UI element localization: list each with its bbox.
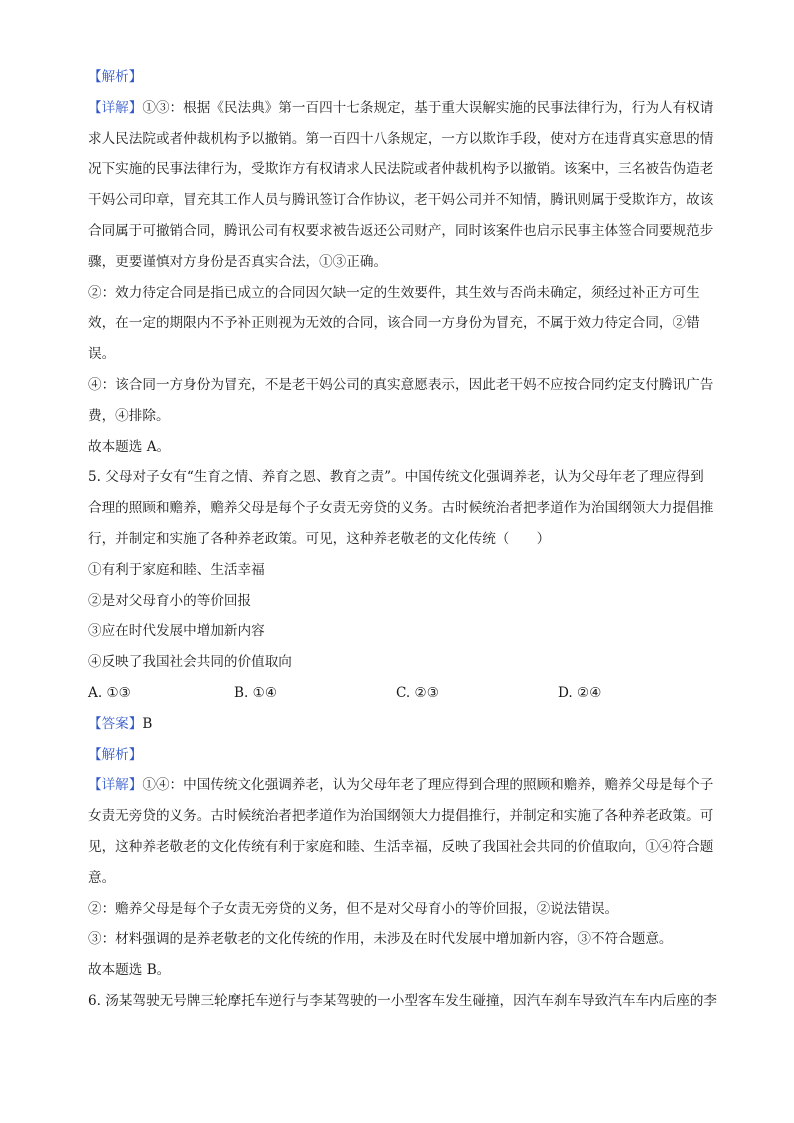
q5-detail bbox=[88, 770, 718, 893]
q4-note-2-line: 误。 bbox=[88, 346, 116, 363]
q5-note-3: ③：材料强调的是养老敬老的文化传统的作用，未涉及在时代发展中增加新内容，③不符合题意。 bbox=[88, 931, 673, 948]
q4-note-2-line: ②：效力待定合同是指已成立的合同因欠缺一定的生效要件，其生效与否尚未确定，须经过补正方可生 bbox=[88, 284, 700, 301]
q5-detail-line: 女责无旁贷的义务。古时候统治者把孝道作为治国纲领大力提倡推行，并制定和实施了各种养老政策。可 bbox=[88, 808, 714, 825]
q5-detail-line: 意。 bbox=[88, 869, 116, 886]
q4-detail-line: 况下实施的民事法律行为，受欺诈方有权请求人民法院或者仲裁机构予以撤销。该案中，三名被告伪造老 bbox=[88, 161, 714, 178]
q4-detail-line: 干妈公司印章，冒充其工作人员与腾讯签订合作协议，老干妈公司并不知情，腾讯则属于受欺诈方，故该 bbox=[88, 192, 714, 209]
q4-detail-line: 骤，更要谨慎对方身份是否真实合法，①③正确。 bbox=[88, 253, 388, 270]
q5-statement-1: ①有利于家庭和睦、生活幸福 bbox=[88, 561, 265, 578]
q4-note-2 bbox=[88, 278, 718, 370]
q5-stem-line: 5. 父母对子女有“生育之情、养育之恩、教育之责”。中国传统文化强调养老，认为父母年老了理应得到 bbox=[88, 469, 704, 486]
q5-answer bbox=[88, 709, 718, 740]
q4-analysis-heading: 【解析】 bbox=[88, 69, 143, 85]
q5-statement-2: ②是对父母育小的等价回报 bbox=[88, 592, 252, 609]
q4-detail bbox=[88, 93, 718, 278]
q6-stem-line: 6. 汤某驾驶无号牌三轮摩托车逆行与李某驾驶的一小型客车发生碰撞，因汽车刹车导致汽车车内后座的李 bbox=[88, 992, 718, 1009]
q4-detail-line: 求人民法院或者仲裁机构予以撤销。第一百四十八条规定，一方以欺诈手段，使对方在违背真实意思的情 bbox=[88, 130, 714, 147]
q4-note-4 bbox=[88, 370, 718, 432]
q4-note-2-line: 效，在一定的期限内不予补正则视为无效的合同，该合同一方身份为冒充，不属于效力待定合同，②错 bbox=[88, 315, 700, 332]
q5-detail-line: ①④：中国传统文化强调养老，认为父母年老了理应得到合理的照顾和赡养，赡养父母是每个子 bbox=[142, 777, 714, 794]
q4-note-4-line: ④：该合同一方身份为冒充，不是老干妈公司的真实意愿表示，因此老干妈不应按合同约定支付腾讯广告 bbox=[88, 376, 714, 393]
q4-detail-line: ①③：根据《民法典》第一百四十七条规定，基于重大误解实施的民事法律行为，行为人有权请 bbox=[142, 99, 714, 116]
q5-conclusion: 故本题选 B。 bbox=[88, 962, 171, 979]
q5-analysis-heading: 【解析】 bbox=[88, 746, 143, 763]
q5-stem-line: 合理的照顾和赡养，赡养父母是每个子女责无旁贷的义务。古时候统治者把孝道作为治国纲领大力提倡推 bbox=[88, 500, 714, 517]
q5-answer-value: B bbox=[142, 715, 153, 732]
q5-option-b: B. ①④ bbox=[234, 684, 278, 701]
q5-statement-3: ③应在时代发展中增加新内容 bbox=[88, 623, 265, 640]
q4-conclusion: 故本题选 A。 bbox=[88, 438, 171, 455]
q5-statement-4: ④反映了我国社会共同的价值取向 bbox=[88, 654, 292, 671]
q5-note-2: ②：赡养父母是每个子女责无旁贷的义务，但不是对父母育小的等价回报，②说法错误。 bbox=[88, 900, 619, 917]
q5-option-c: C. ②③ bbox=[396, 684, 439, 701]
q4-note-4-line: 费，④排除。 bbox=[88, 407, 170, 424]
q4-detail-label: 【详解】 bbox=[88, 99, 143, 116]
q5-answer-label: 【答案】 bbox=[88, 715, 143, 732]
q5-options bbox=[88, 678, 718, 709]
q5-stem bbox=[88, 462, 718, 554]
q4-detail-line: 合同属于可撤销合同，腾讯公司有权要求被告返还公司财产，同时该案件也启示民事主体签合同要规范步 bbox=[88, 222, 714, 239]
q5-detail-line: 见，这种养老敬老的文化传统有利于家庭和睦、生活幸福，反映了我国社会共同的价值取向，①④符合题 bbox=[88, 838, 714, 855]
document-page bbox=[88, 62, 718, 1017]
q5-option-d: D. ②④ bbox=[558, 684, 602, 701]
q5-option-a: A. ①③ bbox=[88, 684, 131, 701]
q5-stem-line: 行，并制定和实施了各种养老政策。可见，这种养老敬老的文化传统（ ） bbox=[88, 530, 551, 547]
q5-detail-label: 【详解】 bbox=[88, 777, 143, 794]
